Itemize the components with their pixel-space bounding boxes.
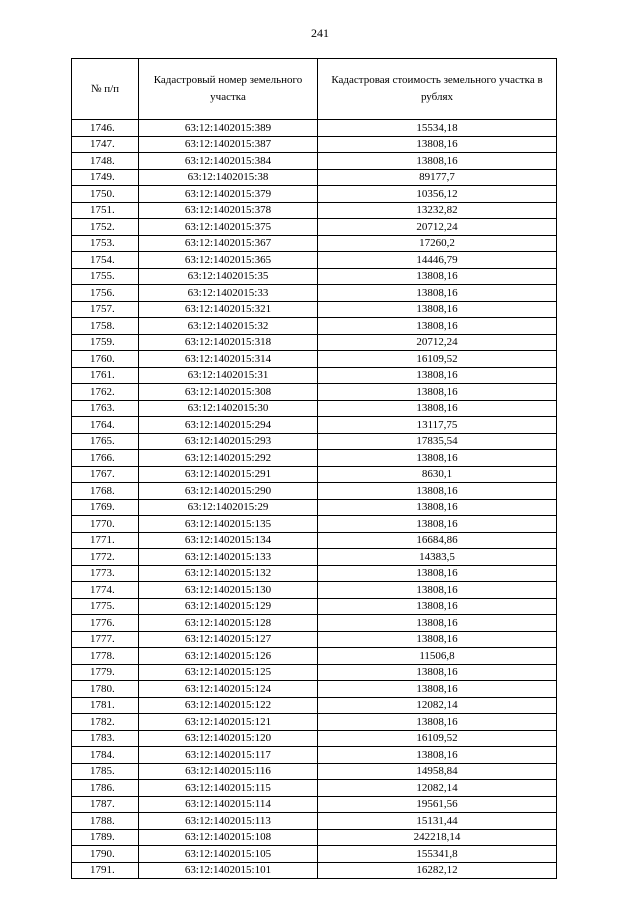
cadastral-value-cell: 15534,18 [318, 120, 557, 137]
cadastral-value-cell: 14383,5 [318, 549, 557, 566]
cadastral-value-cell: 13808,16 [318, 714, 557, 731]
cadastral-number-cell: 63:12:1402015:32 [139, 318, 318, 335]
table-row [72, 301, 557, 318]
row-number-cell: 1746. [72, 120, 139, 137]
cadastral-value-cell: 14446,79 [318, 252, 557, 269]
row-number-cell: 1776. [72, 615, 139, 632]
table-row [72, 202, 557, 219]
table-row [72, 334, 557, 351]
cadastral-value-cell: 11506,8 [318, 648, 557, 665]
cadastral-number-cell: 63:12:1402015:133 [139, 549, 318, 566]
row-number-cell: 1747. [72, 136, 139, 153]
cadastral-value-cell: 13808,16 [318, 615, 557, 632]
cadastral-number-cell: 63:12:1402015:384 [139, 153, 318, 170]
row-number-cell: 1780. [72, 681, 139, 698]
cadastral-number-cell: 63:12:1402015:124 [139, 681, 318, 698]
cadastral-number-cell: 63:12:1402015:105 [139, 846, 318, 863]
cadastral-number-cell: 63:12:1402015:122 [139, 697, 318, 714]
cadastral-value-cell: 155341,8 [318, 846, 557, 863]
cadastral-number-cell: 63:12:1402015:117 [139, 747, 318, 764]
cadastral-number-cell: 63:12:1402015:115 [139, 780, 318, 797]
cadastral-value-cell: 13808,16 [318, 318, 557, 335]
cadastral-number-cell: 63:12:1402015:114 [139, 796, 318, 813]
row-number-cell: 1782. [72, 714, 139, 731]
table-row [72, 796, 557, 813]
cadastral-number-cell: 63:12:1402015:31 [139, 367, 318, 384]
table-row [72, 186, 557, 203]
row-number-cell: 1788. [72, 813, 139, 830]
table-row [72, 615, 557, 632]
row-number-cell: 1766. [72, 450, 139, 467]
cadastral-value-cell: 13808,16 [318, 499, 557, 516]
table-row [72, 631, 557, 648]
table-row [72, 549, 557, 566]
cadastral-value-cell: 13808,16 [318, 483, 557, 500]
table-row [72, 730, 557, 747]
cadastral-value-cell: 13808,16 [318, 664, 557, 681]
cadastral-number-cell: 63:12:1402015:378 [139, 202, 318, 219]
cadastral-number-cell: 63:12:1402015:290 [139, 483, 318, 500]
row-number-cell: 1748. [72, 153, 139, 170]
table-row [72, 582, 557, 599]
row-number-cell: 1791. [72, 862, 139, 879]
row-number-cell: 1749. [72, 169, 139, 186]
table-row [72, 714, 557, 731]
row-number-cell: 1759. [72, 334, 139, 351]
cadastral-number-cell: 63:12:1402015:30 [139, 400, 318, 417]
row-number-cell: 1779. [72, 664, 139, 681]
table-row [72, 285, 557, 302]
table-row [72, 268, 557, 285]
cadastral-value-cell: 12082,14 [318, 697, 557, 714]
cadastral-value-cell: 16684,86 [318, 532, 557, 549]
cadastral-value-cell: 17835,54 [318, 433, 557, 450]
table-row [72, 450, 557, 467]
cadastral-value-cell: 13808,16 [318, 285, 557, 302]
table-row [72, 483, 557, 500]
table-row [72, 318, 557, 335]
row-number-cell: 1763. [72, 400, 139, 417]
header-cadastral-number: Кадастровый номер земельного участка [139, 59, 318, 120]
cadastral-value-cell: 10356,12 [318, 186, 557, 203]
cadastral-value-cell: 13808,16 [318, 400, 557, 417]
table-row [72, 120, 557, 137]
cadastral-number-cell: 63:12:1402015:127 [139, 631, 318, 648]
table-row [72, 532, 557, 549]
cadastral-number-cell: 63:12:1402015:389 [139, 120, 318, 137]
cadastral-number-cell: 63:12:1402015:367 [139, 235, 318, 252]
cadastral-value-cell: 13232,82 [318, 202, 557, 219]
cadastral-value-cell: 8630,1 [318, 466, 557, 483]
cadastral-number-cell: 63:12:1402015:38 [139, 169, 318, 186]
cadastral-value-cell: 13808,16 [318, 582, 557, 599]
cadastral-value-cell: 20712,24 [318, 334, 557, 351]
cadastral-number-cell: 63:12:1402015:365 [139, 252, 318, 269]
header-cadastral-value: Кадастровая стоимость земельного участка в рублях [318, 59, 557, 120]
cadastral-value-cell: 13808,16 [318, 450, 557, 467]
cadastral-value-cell: 14958,84 [318, 763, 557, 780]
row-number-cell: 1770. [72, 516, 139, 533]
cadastral-number-cell: 63:12:1402015:33 [139, 285, 318, 302]
row-number-cell: 1785. [72, 763, 139, 780]
table-row [72, 681, 557, 698]
table-row [72, 252, 557, 269]
header-row-number: № п/п [72, 59, 139, 120]
row-number-cell: 1775. [72, 598, 139, 615]
row-number-cell: 1753. [72, 235, 139, 252]
table-body [72, 120, 557, 879]
table-row [72, 400, 557, 417]
cadastral-number-cell: 63:12:1402015:135 [139, 516, 318, 533]
cadastral-value-cell: 13808,16 [318, 747, 557, 764]
cadastral-value-cell: 13808,16 [318, 384, 557, 401]
cadastral-number-cell: 63:12:1402015:375 [139, 219, 318, 236]
cadastral-number-cell: 63:12:1402015:113 [139, 813, 318, 830]
row-number-cell: 1790. [72, 846, 139, 863]
row-number-cell: 1784. [72, 747, 139, 764]
table-row [72, 516, 557, 533]
row-number-cell: 1768. [72, 483, 139, 500]
table-row [72, 153, 557, 170]
cadastral-number-cell: 63:12:1402015:128 [139, 615, 318, 632]
row-number-cell: 1771. [72, 532, 139, 549]
cadastral-value-cell: 13808,16 [318, 367, 557, 384]
table-row [72, 466, 557, 483]
cadastral-value-cell: 13808,16 [318, 301, 557, 318]
cadastral-number-cell: 63:12:1402015:29 [139, 499, 318, 516]
header-row [72, 59, 557, 120]
row-number-cell: 1750. [72, 186, 139, 203]
cadastral-value-cell: 13808,16 [318, 516, 557, 533]
table-row [72, 763, 557, 780]
cadastral-value-cell: 19561,56 [318, 796, 557, 813]
cadastral-number-cell: 63:12:1402015:318 [139, 334, 318, 351]
row-number-cell: 1787. [72, 796, 139, 813]
cadastral-number-cell: 63:12:1402015:308 [139, 384, 318, 401]
row-number-cell: 1756. [72, 285, 139, 302]
table-row [72, 846, 557, 863]
table-row [72, 565, 557, 582]
row-number-cell: 1762. [72, 384, 139, 401]
cadastral-value-cell: 13808,16 [318, 681, 557, 698]
cadastral-number-cell: 63:12:1402015:294 [139, 417, 318, 434]
cadastral-number-cell: 63:12:1402015:292 [139, 450, 318, 467]
row-number-cell: 1754. [72, 252, 139, 269]
row-number-cell: 1789. [72, 829, 139, 846]
row-number-cell: 1773. [72, 565, 139, 582]
table-row [72, 417, 557, 434]
table-row [72, 136, 557, 153]
cadastral-number-cell: 63:12:1402015:101 [139, 862, 318, 879]
cadastral-value-cell: 16109,52 [318, 730, 557, 747]
table-row [72, 813, 557, 830]
cadastral-number-cell: 63:12:1402015:134 [139, 532, 318, 549]
cadastral-number-cell: 63:12:1402015:387 [139, 136, 318, 153]
cadastral-value-cell: 13808,16 [318, 598, 557, 615]
cadastral-number-cell: 63:12:1402015:121 [139, 714, 318, 731]
row-number-cell: 1751. [72, 202, 139, 219]
cadastral-value-cell: 13808,16 [318, 268, 557, 285]
row-number-cell: 1757. [72, 301, 139, 318]
row-number-cell: 1772. [72, 549, 139, 566]
cadastral-number-cell: 63:12:1402015:379 [139, 186, 318, 203]
row-number-cell: 1774. [72, 582, 139, 599]
table-row [72, 499, 557, 516]
table-row [72, 747, 557, 764]
cadastral-number-cell: 63:12:1402015:120 [139, 730, 318, 747]
cadastral-value-cell: 20712,24 [318, 219, 557, 236]
cadastral-number-cell: 63:12:1402015:293 [139, 433, 318, 450]
row-number-cell: 1769. [72, 499, 139, 516]
cadastral-number-cell: 63:12:1402015:321 [139, 301, 318, 318]
table-row [72, 351, 557, 368]
cadastral-value-cell: 16282,12 [318, 862, 557, 879]
table-row [72, 862, 557, 879]
cadastral-value-cell: 15131,44 [318, 813, 557, 830]
table-row [72, 780, 557, 797]
cadastral-number-cell: 63:12:1402015:129 [139, 598, 318, 615]
cadastral-number-cell: 63:12:1402015:314 [139, 351, 318, 368]
cadastral-number-cell: 63:12:1402015:116 [139, 763, 318, 780]
cadastral-number-cell: 63:12:1402015:291 [139, 466, 318, 483]
table-row [72, 433, 557, 450]
table-row [72, 367, 557, 384]
cadastral-value-table [71, 58, 557, 879]
cadastral-value-cell: 13808,16 [318, 565, 557, 582]
cadastral-value-cell: 13808,16 [318, 136, 557, 153]
table-row [72, 829, 557, 846]
page-number: 241 [311, 26, 329, 40]
cadastral-value-cell: 13117,75 [318, 417, 557, 434]
cadastral-number-cell: 63:12:1402015:126 [139, 648, 318, 665]
row-number-cell: 1778. [72, 648, 139, 665]
row-number-cell: 1765. [72, 433, 139, 450]
row-number-cell: 1783. [72, 730, 139, 747]
cadastral-value-cell: 12082,14 [318, 780, 557, 797]
table-row [72, 648, 557, 665]
table-row [72, 384, 557, 401]
cadastral-number-cell: 63:12:1402015:132 [139, 565, 318, 582]
cadastral-number-cell: 63:12:1402015:130 [139, 582, 318, 599]
cadastral-number-cell: 63:12:1402015:35 [139, 268, 318, 285]
row-number-cell: 1777. [72, 631, 139, 648]
row-number-cell: 1760. [72, 351, 139, 368]
table-row [72, 235, 557, 252]
table-row [72, 664, 557, 681]
cadastral-value-cell: 16109,52 [318, 351, 557, 368]
cadastral-number-cell: 63:12:1402015:108 [139, 829, 318, 846]
table-row [72, 598, 557, 615]
table-row [72, 219, 557, 236]
cadastral-value-cell: 13808,16 [318, 153, 557, 170]
row-number-cell: 1761. [72, 367, 139, 384]
table-row [72, 697, 557, 714]
table-row [72, 169, 557, 186]
row-number-cell: 1755. [72, 268, 139, 285]
table-header [72, 59, 557, 120]
cadastral-value-cell: 242218,14 [318, 829, 557, 846]
cadastral-number-cell: 63:12:1402015:125 [139, 664, 318, 681]
row-number-cell: 1786. [72, 780, 139, 797]
row-number-cell: 1764. [72, 417, 139, 434]
cadastral-value-cell: 17260,2 [318, 235, 557, 252]
row-number-cell: 1752. [72, 219, 139, 236]
cadastral-value-cell: 89177,7 [318, 169, 557, 186]
cadastral-value-cell: 13808,16 [318, 631, 557, 648]
row-number-cell: 1781. [72, 697, 139, 714]
row-number-cell: 1758. [72, 318, 139, 335]
row-number-cell: 1767. [72, 466, 139, 483]
